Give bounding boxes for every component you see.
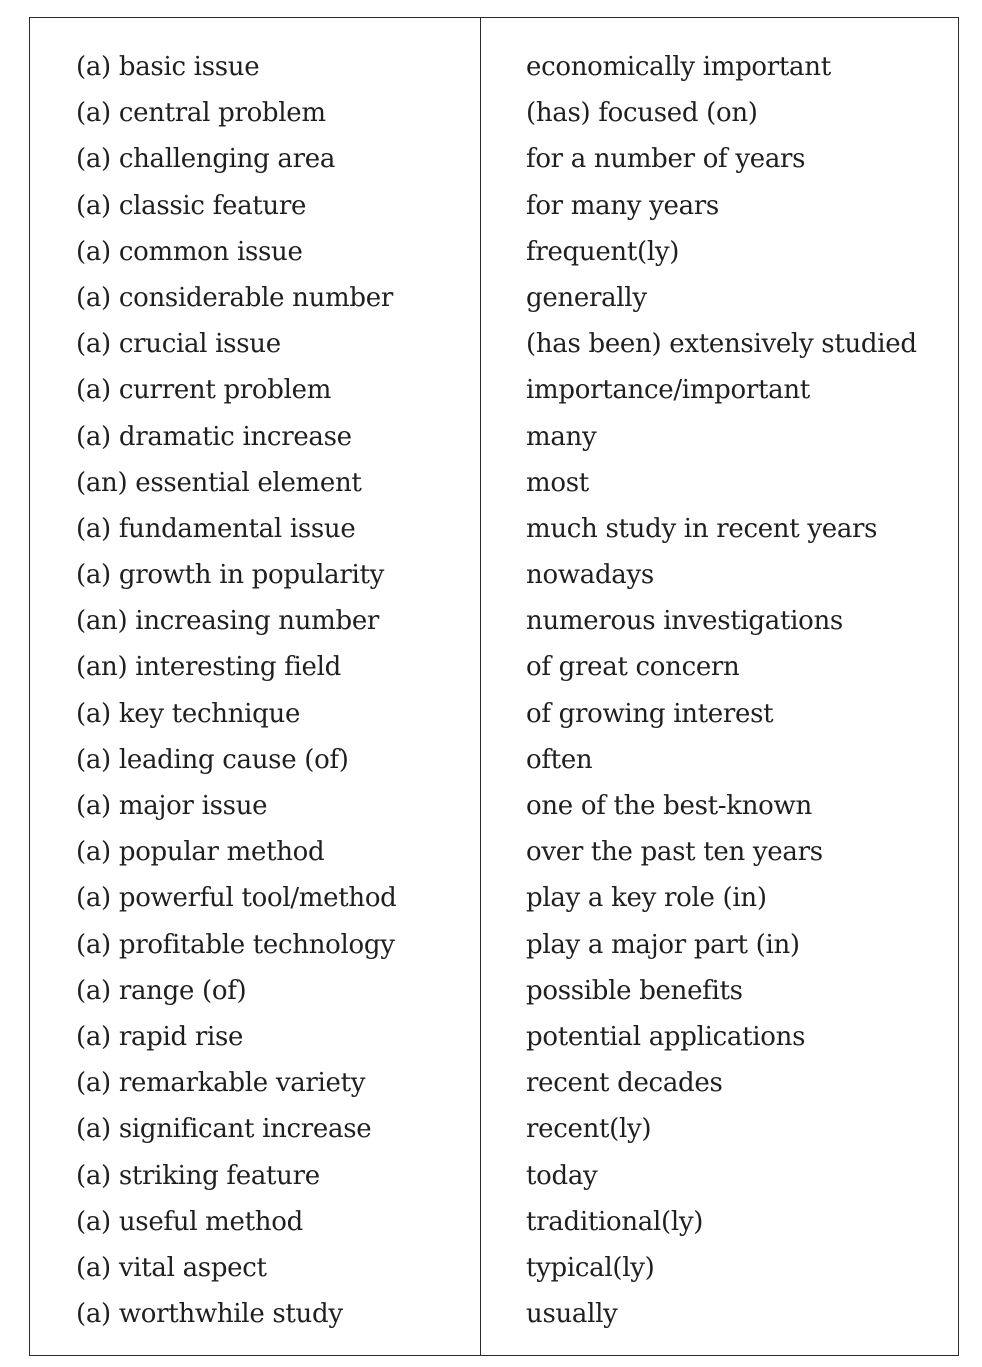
right-phrase: much study in recent years <box>526 513 878 544</box>
right-phrase-column <box>526 44 951 1337</box>
right-phrase: potential applications <box>526 1021 806 1052</box>
right-phrase: generally <box>526 282 647 313</box>
right-phrase: nowadays <box>526 560 654 591</box>
left-phrase: (a) basic issue <box>76 52 260 82</box>
right-phrase: recent(ly) <box>526 1114 652 1145</box>
left-phrase: (a) significant increase <box>76 1114 372 1145</box>
left-phrase: (a) profitable technology <box>76 929 395 960</box>
right-phrase: usually <box>526 1299 618 1330</box>
left-phrase: (a) considerable number <box>76 282 393 313</box>
right-phrase: often <box>526 744 593 775</box>
column-divider <box>480 18 481 1355</box>
right-phrase: typical(ly) <box>526 1252 655 1283</box>
left-phrase: (a) vital aspect <box>76 1252 267 1283</box>
right-phrase: (has) focused (on) <box>526 98 758 129</box>
right-phrase: recent decades <box>526 1068 723 1099</box>
left-phrase: (a) dramatic increase <box>76 421 352 452</box>
right-phrase: many <box>526 421 597 452</box>
left-phrase: (a) leading cause (of) <box>76 744 349 775</box>
left-phrase: (a) central problem <box>76 98 326 129</box>
left-phrase: (a) growth in popularity <box>76 560 384 591</box>
left-phrase: (a) classic feature <box>76 190 307 221</box>
right-phrase: today <box>526 1160 598 1191</box>
left-phrase: (a) powerful tool/method <box>76 883 397 914</box>
right-phrase: over the past ten years <box>526 837 823 868</box>
right-phrase: importance/important <box>526 375 810 406</box>
left-phrase: (a) common issue <box>76 236 303 267</box>
left-phrase: (an) essential element <box>76 467 362 498</box>
right-phrase: of great concern <box>526 652 740 683</box>
right-phrase: most <box>526 467 589 498</box>
right-phrase: numerous investigations <box>526 606 843 637</box>
phrase-table <box>29 17 959 1356</box>
left-phrase: (a) worthwhile study <box>76 1299 343 1330</box>
right-phrase: for a number of years <box>526 144 806 175</box>
left-phrase: (a) crucial issue <box>76 329 281 360</box>
left-phrase-column <box>76 44 471 1337</box>
right-phrase: for many years <box>526 190 719 221</box>
left-phrase: (a) rapid rise <box>76 1021 244 1052</box>
left-phrase: (an) increasing number <box>76 606 380 637</box>
left-phrase: (a) key technique <box>76 698 301 729</box>
right-phrase: play a major part (in) <box>526 929 800 960</box>
left-phrase: (a) range (of) <box>76 975 247 1006</box>
left-phrase: (a) remarkable variety <box>76 1068 366 1099</box>
left-phrase: (a) challenging area <box>76 144 336 175</box>
left-phrase: (a) striking feature <box>76 1160 320 1191</box>
left-phrase: (a) fundamental issue <box>76 513 356 544</box>
right-phrase: economically important <box>526 52 831 82</box>
right-phrase: (has been) extensively studied <box>526 329 917 360</box>
left-phrase: (a) major issue <box>76 791 268 821</box>
left-phrase: (a) current problem <box>76 375 332 406</box>
right-phrase: one of the best-known <box>526 791 812 821</box>
right-phrase: possible benefits <box>526 975 743 1006</box>
right-phrase: play a key role (in) <box>526 883 767 914</box>
left-phrase: (a) popular method <box>76 837 325 868</box>
right-phrase: frequent(ly) <box>526 236 680 267</box>
left-phrase: (an) interesting field <box>76 652 341 683</box>
right-phrase: traditional(ly) <box>526 1206 704 1237</box>
left-phrase: (a) useful method <box>76 1206 303 1237</box>
right-phrase: of growing interest <box>526 698 774 729</box>
